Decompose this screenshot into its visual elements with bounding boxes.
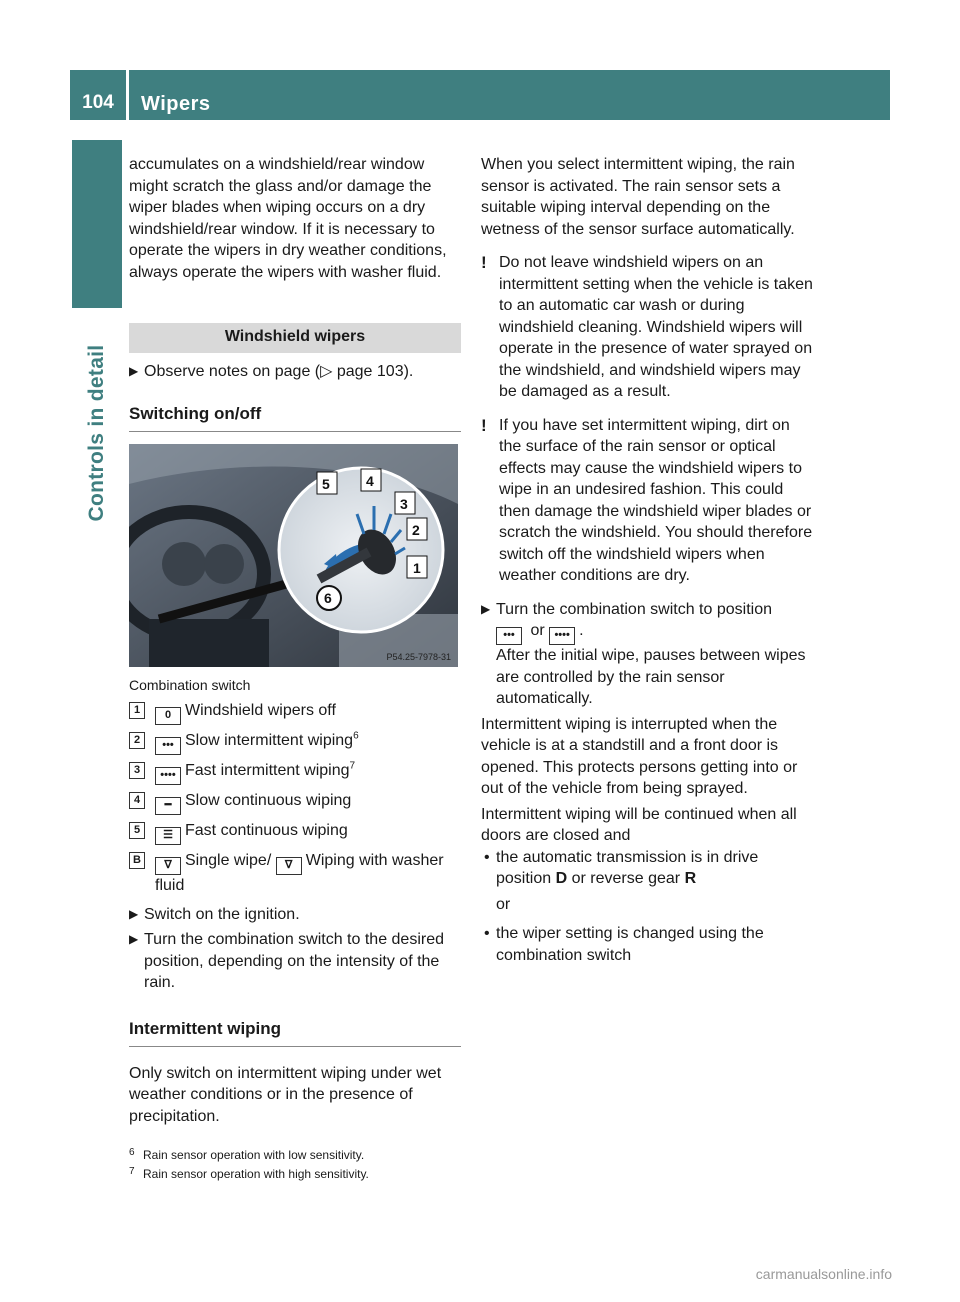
legend-item [129,700,461,725]
fast-intermittent-icon: •••• [549,627,575,645]
step-turn-switch [129,929,461,994]
continue-paragraph: Intermittent wiping will be continued when all doors are closed and [481,805,797,844]
header-separator [126,70,129,120]
warning-text: Do not leave windshield wipers on an intermittent setting when the vehicle is taken to an automatic car wash or during windshield cleaning. Windshield wipers will operate in the presence of water sprayed on the windshield, and windshield wipers may be damaged as a result. [499,254,813,400]
interrupt-paragraph: Intermittent wiping is interrupted when the vehicle is at a standstill and a front door is opened. This protects persons getting into or out of the vehicle from being sprayed. [481,715,798,797]
step-arrow-icon: ▶ [481,601,491,616]
watermark: carmanualsonline.info [755,1266,892,1282]
figure-code: P54.25-7978-31 [386,651,451,662]
subheading-intermittent: Intermittent wiping [129,1018,461,1047]
footnote-number: 7 [129,1166,135,1177]
slow-continuous-icon: ━ [155,797,181,815]
warning-icon: ! [481,253,487,272]
footnote-text: Rain sensor operation with low sensitivity. [143,1148,365,1162]
warning-car-wash [481,252,813,403]
bullet-icon: • [484,925,490,942]
legend-number: 4 [129,792,145,809]
figure-caption: Combination switch [129,676,251,693]
legend-item [129,760,461,785]
bullet-text: the wiper setting is changed using the combination switch [496,925,764,964]
step-ignition [129,904,461,926]
left-column [129,154,461,1127]
legend-text: Fast intermittent wiping [185,761,350,779]
legend-number: 2 [129,732,145,749]
footnote-ref: 7 [349,760,356,772]
fast-continuous-icon: ☰ [155,827,181,845]
footnote [129,1146,469,1165]
warning-rain-sensor [481,415,813,587]
step-or: or [530,622,545,639]
slow-intermittent-icon: ••• [155,737,181,755]
callout-5: 5 [322,475,330,492]
legend-number: 1 [129,702,145,719]
subheading-switching: Switching on/off [129,403,461,432]
slow-intermittent-icon: ••• [496,627,522,645]
warning-text: If you have set intermittent wiping, dirt on the surface of the rain sensor or optical effects may cause the windshield wipers to wipe in an undesired fashion. This could then damage the windshield wiper blades or scratch the windshield. You should therefore switch off the windshield wipers when weather conditions are dry. [499,416,813,584]
intro-paragraph: accumulates on a windshield/rear window might scratch the glass and/or damage the wiper blades when wiping occurs on a dry windshield/rear window. If it is necessary to operate the wipers in dry weather conditions, always operate the wipers with washer fluid. [129,156,447,281]
step-text: Turn the combination switch to the desired position, depending on the intensity of the rain. [144,931,445,991]
footnote-number: 6 [129,1147,135,1158]
section-heading: Windshield wipers [129,323,461,353]
step-result: After the initial wipe, pauses between wipes are controlled by the rain sensor automatically. [496,647,806,707]
single-wipe-icon: ∇ [155,857,181,875]
legend-number: 3 [129,762,145,779]
legend-text: Slow intermittent wiping [185,731,354,749]
legend-item [129,820,461,845]
legend-text: Slow continuous wiping [185,791,352,809]
bullet-icon: • [484,848,490,866]
intermittent-paragraph: Only switch on intermittent wiping under wet weather conditions or in the presence of precipitation. [129,1064,442,1125]
observe-step [129,361,461,383]
legend-text: Fast continuous wiping [185,821,348,839]
callout-4: 4 [366,472,374,489]
gear-d: D [555,870,568,887]
wiper-off-icon: 0 [155,707,181,725]
footnote-ref: 6 [353,730,359,742]
step-intermittent: ▶ Turn the combination switch to position ••• or •••• . After the initial wipe, pauses between wipes are controlled by the rain sensor automatically. [481,600,806,707]
bullet-text: or reverse gear [571,870,681,887]
gear-r: R [684,870,697,887]
step-arrow-icon: ▶ [129,932,139,946]
legend-text: Single wipe/ [185,851,272,869]
callout-6: 6 [324,589,332,606]
sidebar-tab [72,140,122,308]
footnote [129,1165,469,1184]
or-text: or [496,895,511,913]
washer-fluid-icon: ∇ [276,857,302,875]
right-column [481,154,813,966]
combination-switch-figure [129,444,458,667]
page-number: 104 [70,70,126,120]
step-text: Turn the combination switch to position [496,600,772,618]
list-item [481,923,813,966]
bullet-text: the automatic transmission is in drive position [496,848,759,887]
step-arrow-icon: ▶ [129,906,139,921]
step-arrow-icon: ▶ [129,364,139,378]
observe-step-text: Observe notes on page (▷ page 103). [144,363,414,380]
legend-item [129,730,461,755]
footnote-text: Rain sensor operation with high sensitivity. [143,1167,369,1181]
sidebar-section [72,308,122,558]
callout-1: 1 [413,559,421,576]
legend-number: 5 [129,822,145,839]
legend-item [129,790,461,815]
page-title: Wipers [141,93,211,115]
step-text: Switch on the ignition. [144,905,300,923]
footnotes [129,1146,469,1184]
legend-item [129,850,461,896]
combination-switch-illustration [129,444,458,667]
rain-sensor-paragraph: When you select intermittent wiping, the rain sensor is activated. The rain sensor sets a suitable wiping interval depending on the wetness of the sensor surface automatically. [481,156,795,238]
callout-3: 3 [400,495,408,512]
legend-text: Wiping with washer fluid [155,851,444,894]
fast-intermittent-icon: •••• [155,767,181,785]
legend-number: B [129,852,145,869]
legend-text: Windshield wipers off [185,701,336,719]
list-item [481,847,813,890]
warning-icon: ! [481,415,487,435]
sidebar-section-label: Controls in detail [85,344,108,522]
callout-2: 2 [412,521,420,538]
